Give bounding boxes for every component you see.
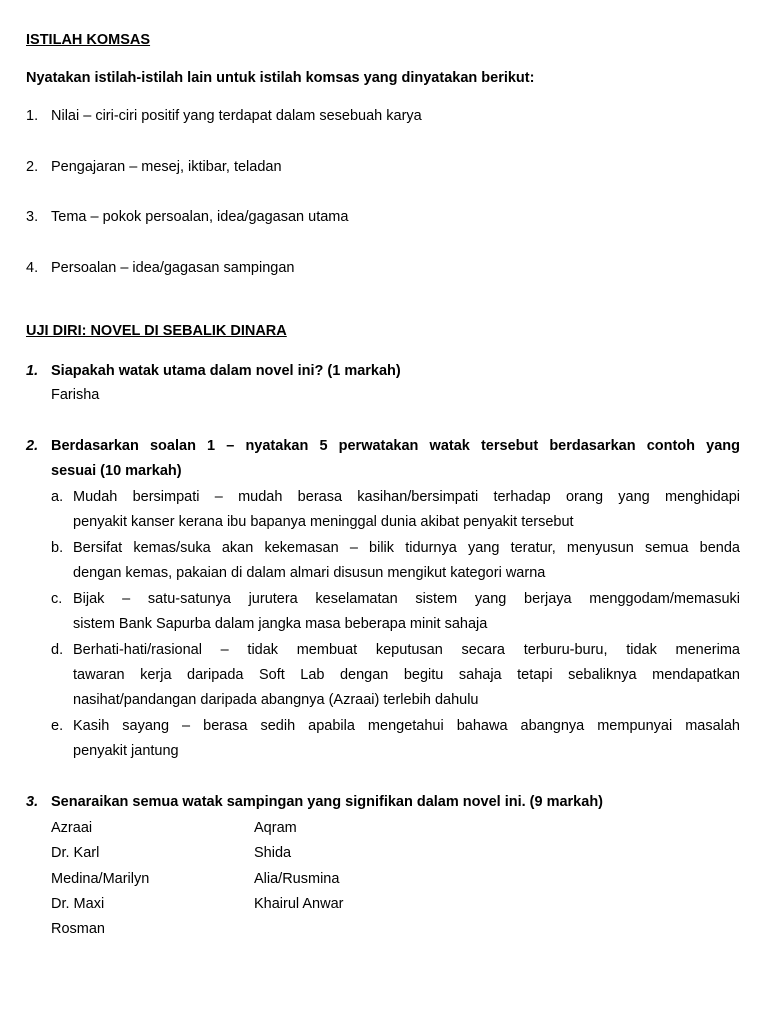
- list-item-letter: c.: [51, 591, 63, 607]
- list-item: Medina/Marilyn: [51, 871, 150, 887]
- list-item-text: penyakit jantung: [73, 743, 179, 759]
- list-item: Dr. Maxi: [51, 896, 105, 912]
- list-item-text: tawaran kerja daripada Soft Lab dengan begitu sahaja tetapi sebaliknya mendapatkan: [73, 667, 740, 683]
- list-item: Aqram: [254, 820, 297, 836]
- term-text: Persoalan – idea/gagasan sampingan: [51, 260, 295, 276]
- q2-number: 2.: [26, 438, 39, 454]
- term-number: 4.: [26, 260, 39, 276]
- list-item-letter: d.: [51, 642, 64, 658]
- list-item-text: Kasih sayang – berasa sedih apabila mengetahui bahawa abangnya mempunyai masalah: [73, 718, 740, 734]
- q1-number: 1.: [26, 363, 39, 379]
- q2-question-line2: sesuai (10 markah): [51, 463, 182, 479]
- list-item-letter: a.: [51, 489, 64, 505]
- list-item-text: Bersifat kemas/suka akan kekemasan – bilik tidurnya yang teratur, menyusun semua benda: [73, 540, 740, 556]
- list-item-text: Bijak – satu-satunya jurutera keselamatan sistem yang berjaya menggodam/memasuki: [73, 591, 740, 607]
- q2-question-line1: Berdasarkan soalan 1 – nyatakan 5 perwatakan watak tersebut berdasarkan contoh yang: [51, 438, 740, 454]
- term-number: 1.: [26, 108, 39, 124]
- term-number: 3.: [26, 209, 39, 225]
- list-item-text: dengan kemas, pakaian di dalam almari disusun mengikut kategori warna: [73, 565, 546, 581]
- q3-number: 3.: [26, 794, 39, 810]
- instruction-text: Nyatakan istilah-istilah lain untuk istilah komsas yang dinyatakan berikut:: [26, 70, 535, 86]
- list-item: Dr. Karl: [51, 845, 100, 861]
- list-item: Azraai: [51, 820, 93, 836]
- list-item: Khairul Anwar: [254, 896, 344, 912]
- term-text: Tema – pokok persoalan, idea/gagasan utama: [51, 209, 349, 225]
- term-number: 2.: [26, 159, 39, 175]
- list-item-text: sistem Bank Sapurba dalam jangka masa beberapa minit sahaja: [73, 616, 488, 632]
- list-item-text: nasihat/pandangan daripada abangnya (Azraai) terlebih dahulu: [73, 692, 479, 708]
- list-item-text: Mudah bersimpati – mudah berasa kasihan/bersimpati terhadap orang yang menghidapi: [73, 489, 740, 505]
- term-text: Nilai – ciri-ciri positif yang terdapat dalam sesebuah karya: [51, 108, 422, 124]
- heading-istilah-komsas: ISTILAH KOMSAS: [26, 32, 151, 48]
- list-item-letter: e.: [51, 718, 64, 734]
- heading-uji-diri: UJI DIRI: NOVEL DI SEBALIK DINARA: [26, 323, 287, 339]
- term-text: Pengajaran – mesej, iktibar, teladan: [51, 159, 282, 175]
- q3-question: Senaraikan semua watak sampingan yang signifikan dalam novel ini. (9 markah): [51, 794, 603, 810]
- list-item: Rosman: [51, 921, 105, 937]
- list-item-letter: b.: [51, 540, 64, 556]
- list-item: Shida: [254, 845, 292, 861]
- list-item-text: penyakit kanser kerana ibu bapanya meninggal dunia akibat penyakit tersebut: [73, 514, 574, 530]
- q1-answer: Farisha: [51, 387, 100, 403]
- list-item: Alia/Rusmina: [254, 871, 340, 887]
- list-item-text: Berhati-hati/rasional – tidak membuat keputusan secara terburu-buru, tidak menerima: [73, 642, 740, 658]
- q1-question: Siapakah watak utama dalam novel ini? (1 markah): [51, 363, 401, 379]
